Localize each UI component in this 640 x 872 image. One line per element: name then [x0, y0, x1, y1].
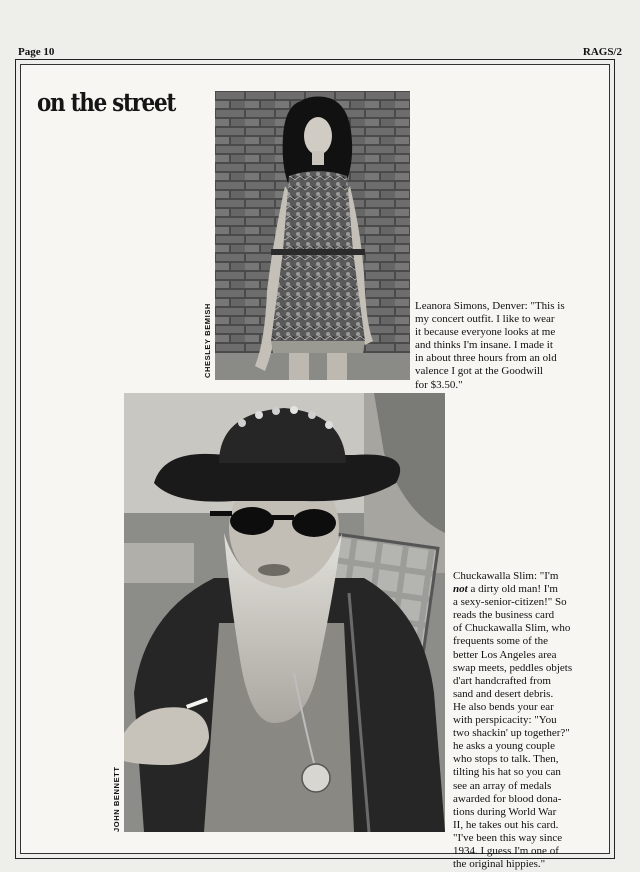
photo-woman — [215, 91, 410, 380]
caption-line: and thinks I'm insane. I made it — [415, 339, 553, 352]
caption-line: swap meets, peddles objets — [453, 661, 573, 674]
caption-line: a sexy-senior-citizen!" So — [453, 596, 567, 609]
caption-line: of Chuckawalla Slim, who — [453, 622, 571, 635]
photo-woman-image — [215, 91, 410, 380]
caption-line: with perspicacity: "You — [453, 714, 557, 727]
caption-line-rest: a dirty old man! I'm — [467, 583, 558, 596]
caption-line: He also bends your ear — [453, 700, 554, 713]
caption-line: tions during World War — [453, 805, 557, 818]
caption-line: the original hippies." — [453, 858, 546, 871]
caption-line: Chuckawalla Slim: "I'm — [453, 570, 559, 582]
caption-line: for $3.50." — [415, 378, 463, 391]
caption-line: valence I got at the Goodwill — [415, 365, 543, 378]
page-header — [18, 44, 622, 60]
caption-line: my concert outfit. I like to wear — [415, 313, 555, 326]
caption-line: 1934. I guess I'm one of — [453, 844, 559, 857]
caption-line: who stops to talk. Then, — [453, 753, 559, 766]
caption-man — [453, 570, 588, 871]
caption-line — [453, 583, 588, 596]
publication-name: RAGS/2 — [582, 46, 622, 58]
section-title: on the street — [37, 88, 176, 117]
caption-line: "I've been this way since — [453, 831, 563, 844]
photo-man — [124, 393, 445, 832]
caption-line: see an array of medals — [453, 779, 552, 792]
caption-line: II, he takes out his card. — [453, 818, 559, 831]
caption-woman — [415, 300, 585, 392]
caption-line: reads the business card — [453, 609, 555, 622]
caption-line: two shackin' up together?" — [453, 727, 570, 740]
caption-line: awarded for blood dona- — [453, 792, 562, 805]
caption-line: Leanora Simons, Denver: "This is — [415, 300, 565, 312]
caption-line: he asks a young couple — [453, 740, 556, 753]
photo-credit-woman: CHESLEY BEMISH — [203, 303, 212, 378]
caption-line: it because everyone looks at me — [415, 326, 556, 339]
photo-credit-man: JOHN BENNETT — [112, 766, 121, 832]
caption-line: in about three hours from an old — [415, 352, 557, 365]
caption-line: tilting his hat so you can — [453, 766, 561, 779]
caption-line: d'art handcrafted from — [453, 674, 551, 687]
caption-line: sand and desert debris. — [453, 687, 554, 700]
page-number: Page 10 — [18, 46, 55, 58]
caption-line: better Los Angeles area — [453, 648, 557, 661]
photo-man-image — [124, 393, 445, 832]
caption-line: frequents some of the — [453, 635, 548, 648]
caption-emphasis: not — [453, 583, 468, 596]
